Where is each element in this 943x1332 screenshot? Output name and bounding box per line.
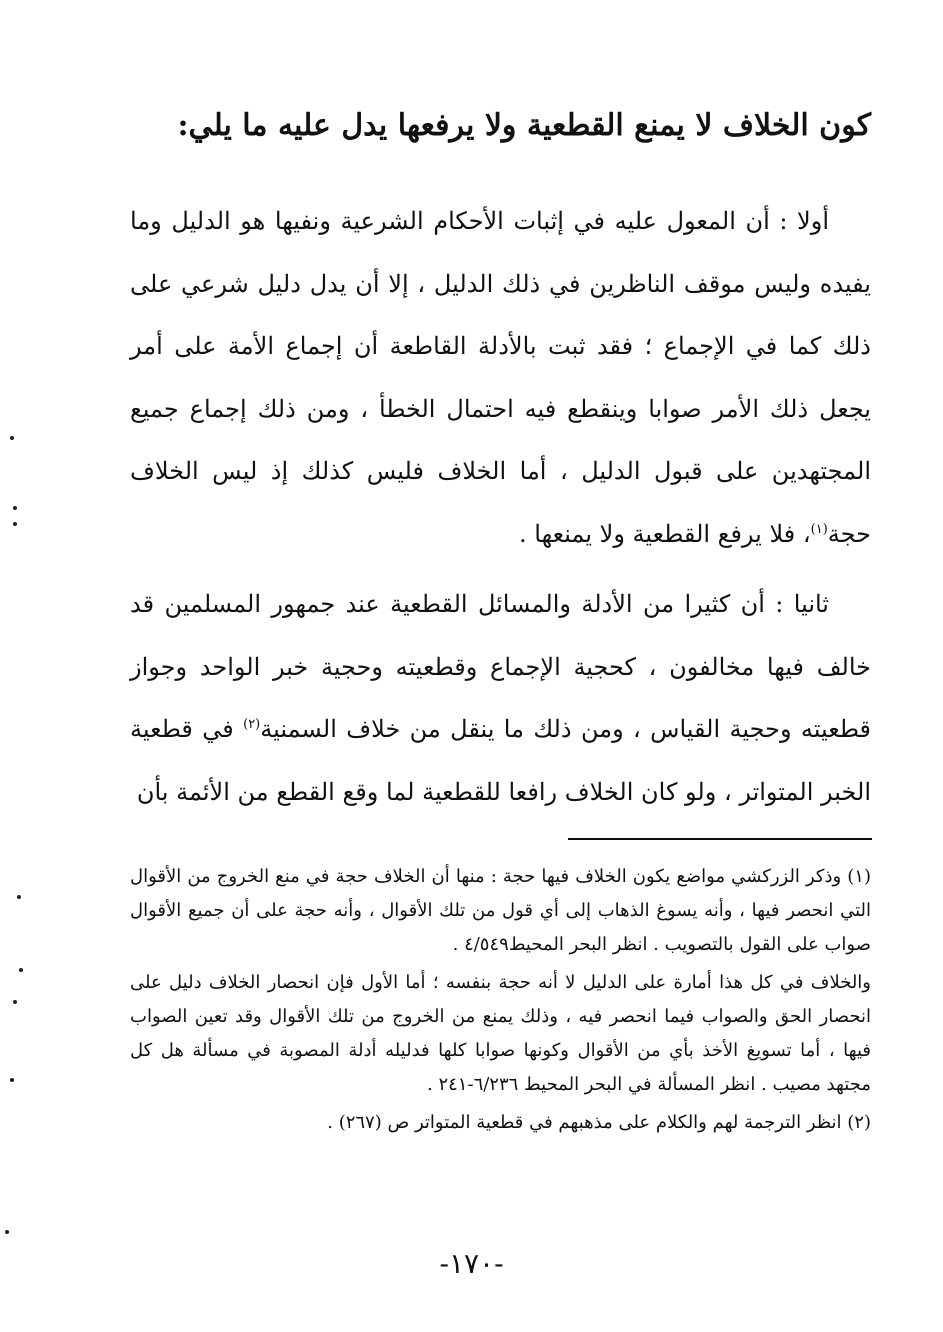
page-number: -١٧٠- bbox=[439, 1247, 504, 1280]
footnote-separator bbox=[568, 838, 872, 840]
footnote-2: (٢) انظر الترجمة لهم والكلام على مذهبهم في قطعية المتواتر ص (٢٦٧) . bbox=[327, 1112, 871, 1133]
paragraph-text: ثانيا : أن كثيرا من الأدلة والمسائل القطعية عند جمهور المسلمين قد خالف فيها مخالفون ، كحجية الإجماع وقطعيته وحجية خبر الواحد وجواز قطعيته وحجية القياس ، ومن ذلك ما ينقل من خلاف السمنية bbox=[130, 590, 872, 743]
scan-speck bbox=[13, 506, 17, 510]
paragraph-second-point bbox=[130, 573, 871, 823]
paragraph-first-point bbox=[130, 190, 871, 565]
scan-speck bbox=[19, 968, 23, 972]
scan-speck bbox=[17, 895, 21, 899]
section-heading: كون الخلاف لا يمنع القطعية ولا يرفعها يدل عليه ما يلي: bbox=[177, 108, 871, 143]
scan-speck bbox=[10, 1078, 14, 1082]
paragraph-tail: في قطعية الخبر المتواتر ، ولو كان الخلاف رافعا للقطعية لما وقع القطع من الأئمة بأن bbox=[130, 715, 871, 806]
scan-speck bbox=[13, 522, 17, 526]
scan-speck bbox=[10, 436, 14, 440]
paragraph-tail: ، فلا يرفع القطعية ولا يمنعها . bbox=[519, 519, 811, 548]
paragraph-text: أولا : أن المعول عليه في إثبات الأحكام الشرعية ونفيها هو الدليل وما يفيده وليس موقف الناظرين في ذلك الدليل ، إلا أن يدل دليل شرعي على ذلك كما في الإجماع ؛ فقد ثبت بالأدلة القاطعة أن إجماع الأمة على أمر يجعل ذلك الأمر صوابا وينقطع فيه احتمال الخطأ ، ومن ذلك إجماع جميع المجتهدين على قبول الدليل ، أما الخلاف فليس كذلك إذ ليس الخلاف حجة bbox=[130, 207, 872, 548]
footnotes bbox=[130, 860, 871, 1140]
footnote-1-continuation: والخلاف في كل هذا أمارة على الدليل لا أنه حجة بنفسه ؛ أما الأول فإن انحصار الخلاف دليل على انحصار الحق والصواب فيما انحصر فيه ، وذلك يمنع من الخروج من تلك الأقوال وقد تعين الصواب فيها ، أما تسويغ الأخذ بأي من الأقوال وكونها صوابا كلها فدليله أدلة المصوبة في مسألة هل كل مجتهد مصيب . انظر المسألة في البحر المحيط ٦/٢٣٦-٢٤١ . bbox=[130, 972, 871, 1095]
scan-speck bbox=[13, 1000, 17, 1004]
footnote-ref-1: (١) bbox=[810, 521, 828, 537]
footnote-1: (١) وذكر الزركشي مواضع يكون الخلاف فيها حجة : منها أن الخلاف حجة في منع الخروج من الأقوال التي انحصر فيها ، وأنه يسوغ الذهاب إلى أي قول من تلك الأقوال ، وأنه حجة على أن جميع الأقوال صواب على القول بالتصويب . انظر البحر المحيط٤/٥٤٩ . bbox=[130, 866, 871, 955]
main-text bbox=[130, 190, 871, 823]
scan-speck bbox=[5, 1230, 9, 1234]
footnote-ref-2: (٢) bbox=[243, 717, 261, 732]
